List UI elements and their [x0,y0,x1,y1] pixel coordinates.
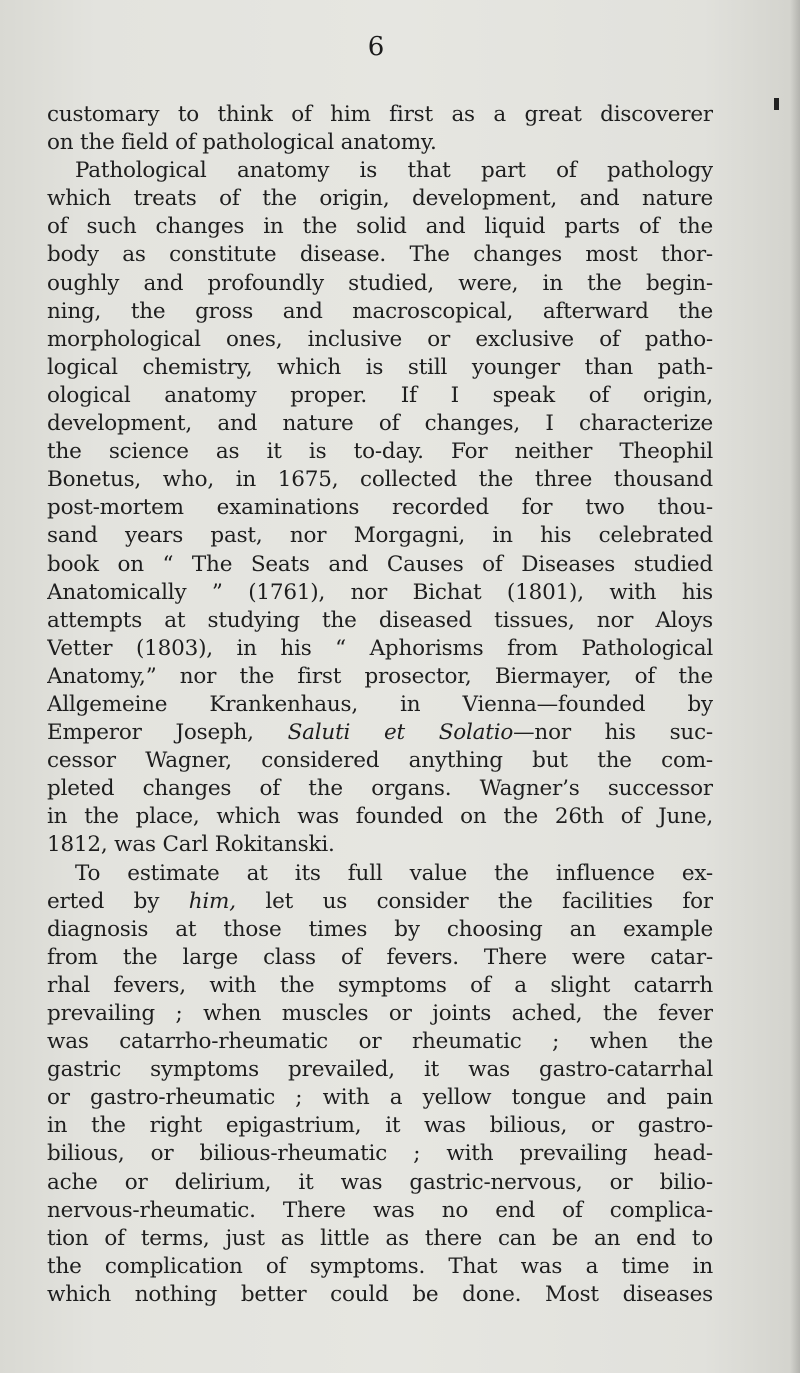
text-line: nervous-rheumatic. There was no end of complica- [47,1197,713,1223]
text-line: the science as it is to-day. For neither Theophil [47,439,713,465]
text-line: development, and nature of changes, I characterize [47,411,713,437]
text-line: the complication of symptoms. That was a time in [47,1253,713,1279]
text-line: Anatomically ” (1761), nor Bichat (1801), with his [47,579,713,605]
text-line: ning, the gross and macroscopical, afterward the [47,298,713,324]
text-line: which treats of the origin, development, and nature [47,186,713,212]
text-line: To estimate at its full value the influence ex- [75,860,713,886]
body-text [47,101,713,1309]
italic-text: him, [188,888,236,914]
text-segment: let us consider the facilities for [235,888,713,914]
text-line: Allgemeine Krankenhaus, in Vienna—founded by [47,691,713,717]
text-line [47,888,713,916]
text-line: logical chemistry, which is still younger than path- [47,354,713,380]
text-line: Vetter (1803), in his “ Aphorisms from Pathological [47,635,713,661]
text-segment: erted by [47,888,189,914]
text-line: Anatomy,” nor the first prosector, Biermayer, of the [47,663,713,689]
text-line: gastric symptoms prevailed, it was gastro-catarrhal [47,1057,713,1083]
text-line: which nothing better could be done. Most diseases [47,1281,713,1307]
margin-ink-mark [774,98,779,110]
text-line: pleted changes of the organs. Wagner’s successor [47,776,713,802]
text-line: Bonetus, who, in 1675, collected the three thousand [47,467,713,493]
text-line: body as constitute disease. The changes most thor- [47,242,713,268]
text-line: customary to think of him first as a great discoverer [47,102,713,127]
page-number: 6 [367,32,385,62]
text-line: in the place, which was founded on the 26th of June, [47,804,713,830]
text-line: ological anatomy proper. If I speak of origin, [47,382,713,408]
text-line: morphological ones, inclusive or exclusive of patho- [47,326,713,352]
text-line: cessor Wagner, considered anything but the com- [47,748,713,774]
text-line: or gastro-rheumatic ; with a yellow tongue and pain [47,1085,713,1111]
text-line: attempts at studying the diseased tissues, nor Aloys [47,607,713,633]
page-edge-shadow [790,0,800,1373]
text-line: diagnosis at those times by choosing an example [47,916,713,942]
text-line: bilious, or bilious-rheumatic ; with prevailing head- [47,1141,713,1167]
text-line: of such changes in the solid and liquid parts of the [47,214,713,240]
text-segment: —nor his suc- [513,720,713,746]
text-line: tion of terms, just as little as there can be an end to [47,1225,713,1251]
text-line: sand years past, nor Morgagni, in his celebrated [47,523,713,549]
text-line: 1812, was Carl Rokitanski. [47,832,335,858]
text-line: prevailing ; when muscles or joints ached, the fever [47,1001,713,1026]
italic-text: Saluti et Solatio [287,720,514,746]
text-line: on the field of pathological anatomy. [47,130,437,156]
text-segment: Emperor Joseph, [47,720,288,746]
text-line: oughly and profoundly studied, were, in the begin- [47,270,713,296]
text-line: from the large class of fevers. There were catar- [47,944,713,970]
text-line: ache or delirium, it was gastric-nervous, or bilio- [47,1169,713,1195]
text-line: in the right epigastrium, it was bilious, or gastro- [47,1113,713,1139]
text-line: rhal fevers, with the symptoms of a slight catarrh [47,972,713,998]
text-line [47,719,713,747]
text-line: book on “ The Seats and Causes of Diseases studied [47,551,713,577]
text-line: Pathological anatomy is that part of pathology [75,158,713,184]
text-line: was catarrho-rheumatic or rheumatic ; when the [47,1029,713,1055]
text-line: post-mortem examinations recorded for two thou- [47,495,713,521]
